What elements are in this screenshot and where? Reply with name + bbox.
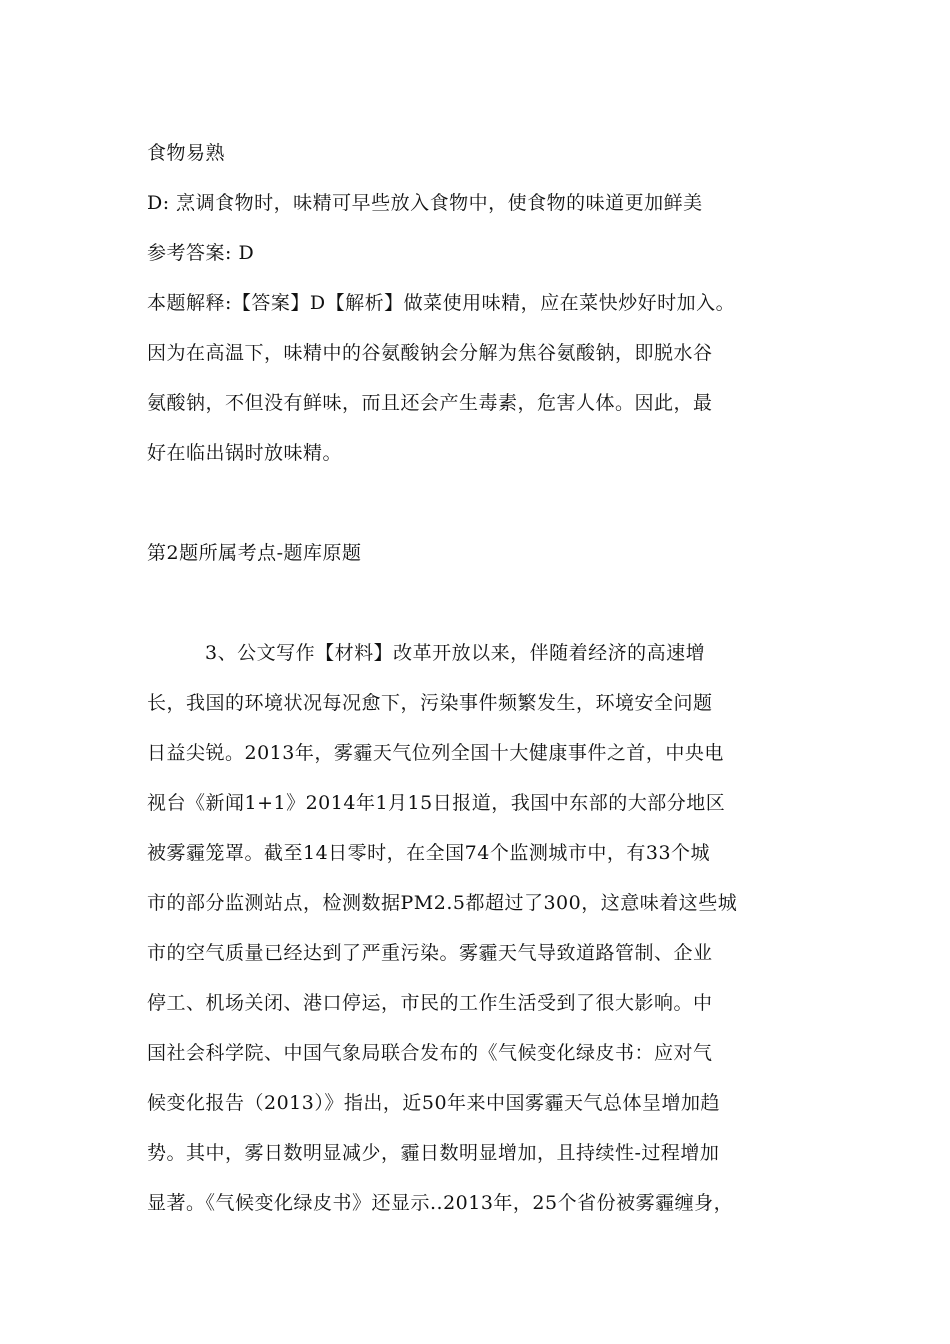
explanation-line: 氨酸钠，不但没有鲜味，而且还会产生毒素，危害人体。因此，最: [147, 392, 713, 414]
explanation-line: 因为在高温下，味精中的谷氨酸钠会分解为焦谷氨酸钠，即脱水谷: [147, 342, 713, 364]
question-3-line: 视台《新闻1+1》2014年1月15日报道，我国中东部的大部分地区: [147, 792, 726, 814]
question-3-line: 市的部分监测站点，检测数据PM2.5都超过了300，这意味着这些城: [147, 892, 738, 914]
question-3-line: 市的空气质量已经达到了严重污染。雾霾天气导致道路管制、企业: [147, 942, 713, 964]
reference-answer: 参考答案: D: [147, 242, 255, 264]
explanation-line: 好在临出锅时放味精。: [147, 442, 343, 464]
question-3-line: 长，我国的环境状况每况愈下，污染事件频繁发生，环境安全问题: [147, 692, 713, 714]
question-3-line: 日益尖锐。2013年，雾霾天气位列全国十大健康事件之首，中央电: [147, 742, 724, 764]
explanation-line: 本题解释:【答案】D【解析】做菜使用味精，应在菜快炒好时加入。: [147, 292, 736, 314]
question-3-line: 显著。《气候变化绿皮书》还显示..2013年，25个省份被雾霾缠身，: [147, 1192, 734, 1214]
question-3-line: 3、公文写作【材料】改革开放以来，伴随着经济的高速增: [205, 642, 706, 664]
question-source-heading: 第2题所属考点-题库原题: [147, 542, 362, 564]
option-d: D: 烹调食物时，味精可早些放入食物中，使食物的味道更加鲜美: [147, 192, 703, 214]
question-3-line: 势。其中，雾日数明显减少，霾日数明显增加，且持续性-过程增加: [147, 1142, 720, 1164]
question-3-line: 国社会科学院、中国气象局联合发布的《气候变化绿皮书：应对气: [147, 1042, 713, 1064]
question-3-line: 停工、机场关闭、港口停运，市民的工作生活受到了很大影响。中: [147, 992, 713, 1014]
question-3-line: 候变化报告（2013）》指出，近50年来中国雾霾天气总体呈增加趋: [147, 1092, 721, 1114]
question-3-line: 被雾霾笼罩。截至14日零时，在全国74个监测城市中，有33个城: [147, 842, 711, 864]
option-c-continuation: 食物易熟: [147, 142, 226, 164]
